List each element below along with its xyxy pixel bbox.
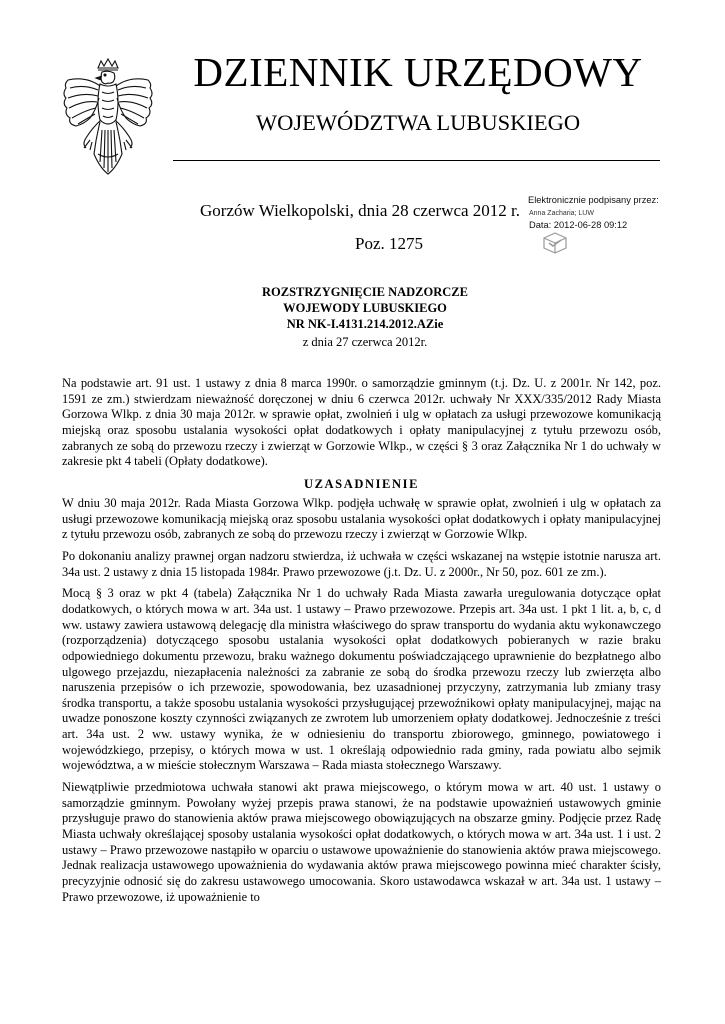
document-title bbox=[180, 284, 550, 332]
body-paragraph: Mocą § 3 oraz w pkt 4 (tabela) Załącznika Nr 1 do uchwały Rada Miasta zawarła uregulowania dotyczące opłat dodatkowych, o których mowa w art. 34a ust. 1 ustawy – Prawo przewozowe. Przepis art. 34a ust. 1 pkt 1 lit. a, b, c, d ww. ustawy zawiera ustawową delegację dla ministra właściwego do spraw transportu do wydania aktu wykonawczego (rozporządzenia) dotyczącego sposobu ustalania wysokości opłat dodatkowych pobieranych w razie braku odpowiedniego dokumentu przewozu, braku ważnego dokumentu poświadczającego uprawnienie do bezpłatnego albo ulgowego przejazdu, niezapłacenia należności za zabranie ze sobą do środka przewozu rzeczy lub zwierzęta albo naruszenia przepisów o ich przewozie, spowodowania, bez uzasadnionej przyczyny, zatrzymania lub zmiany trasy środka transportu, a także sposobu ustalania wysokości przysługującej przewoźnikowi opłaty manipulacyjnej, mając na uwadze ponoszone koszty czynności związanych ze zwrotem lub umorzeniem opłaty dodatkowej. Jednocześnie z treści art. 34a ust. 2 ww. ustawy wynika, że w odniesieniu do transportu zbiorowego, gminnego, powiatowego i wojewódzkiego, przepisy, o których mowa w ust. 1 określają odpowiednio rada gminy, rada powiatu albo sejmik województwa, a w mieście stołecznym Warszawa – Rada miasta stołecznego Warszawy. bbox=[62, 586, 661, 773]
gazette-title: DZIENNIK URZĘDOWY bbox=[193, 49, 643, 95]
gazette-subtitle: WOJEWÓDZTWA LUBUSKIEGO bbox=[255, 110, 581, 135]
document-title-line: ROZSTRZYGNIĘCIE NADZORCZE bbox=[262, 285, 468, 299]
signature-label: Elektronicznie podpisany przez: bbox=[528, 195, 659, 205]
section-heading: UZASADNIENIE bbox=[303, 476, 420, 491]
document-number: NR NK-I.4131.214.2012.AZie bbox=[286, 317, 444, 331]
body-paragraph: W dniu 30 maja 2012r. Rada Miasta Gorzowa Wlkp. podjęła uchwałę w sprawie opłat, zwolnień i ulg w opłatach za usługi przewozowe komunikacją miejską oraz sposobu ustalania wysokości opłat dodatkowych i opłaty manipulacyjnej z tytułu przewozu osób, zabranych ze sobą do przewozu rzeczy i zwierząt w Gorzowie Wlkp. bbox=[62, 495, 661, 542]
signature-date: Data: 2012-06-28 09:12 bbox=[529, 220, 628, 230]
signature-signer: Anna Zacharia; LUW bbox=[529, 210, 594, 217]
white-eagle-emblem-icon bbox=[58, 58, 158, 180]
document-date: z dnia 27 czerwca 2012r. bbox=[302, 335, 428, 349]
document-title-line: WOJEWODY LUBUSKIEGO bbox=[283, 301, 447, 315]
electronic-signature bbox=[528, 195, 688, 255]
header-divider bbox=[173, 160, 660, 161]
verified-signature-icon bbox=[540, 232, 570, 254]
body-paragraph: Niewątpliwie przedmiotowa uchwała stanowi akt prawa miejscowego, o którym mowa w art. 40 ust. 1 ustawy o samorządzie gminnym. Powołany wyżej przepis prawa stanowi, że na podstawie upoważnień ustawowych gminie przysługuje prawo do stanowienia aktów prawa miejscowego obowiązujących na obszarze gminy. Podjęcie przez Radę Miasta uchwały określającej sposoby ustalania wysokości opłat dodatkowych, o których mowa w art. 34a ust. 1 i ust. 2 ustawy – Prawo przewozowe nastąpiło w oparciu o ustawowe upoważnienie do stanowienia aktów prawa miejscowego. Jednak realizacja ustawowego upoważnienia do wydawania aktów prawa miejscowego powinna mieć charakter ścisły, precyzyjnie odnosić się do zakresu ustawowego umocowania. Skoro ustawodawca wskazał w art. 34a ust. 1 ustawy – Prawo przewozowe, iż upoważnienie to bbox=[62, 780, 661, 904]
place-and-date: Gorzów Wielkopolski, dnia 28 czerwca 2012 r. bbox=[200, 201, 521, 220]
intro-paragraph: Na podstawie art. 91 ust. 1 ustawy z dnia 8 marca 1990r. o samorządzie gminnym (t.j. Dz. U. z 2001r. Nr 142, poz. 1591 ze zm.) stwierdzam nieważność doręczonej w dniu 6 czerwca 2012r. uchwały Nr XXX/335/2012 Rady Miasta Gorzowa Wlkp. z dnia 30 maja 2012r. w sprawie opłat, zwolnień i ulg w opłatach za usługi przewozowe komunikacją miejską oraz sposobu ustalania wysokości opłat dodatkowych i opłaty manipulacyjnej z tytułu przewozu osób, zabranych ze sobą do przewozu rzeczy i zwierząt w Gorzowie Wlkp., w części § 3 oraz Załącznika Nr 1 do uchwały w zakresie pkt 4 tabeli (Opłaty dodatkowe). bbox=[62, 376, 661, 469]
body-paragraph: Po dokonaniu analizy prawnej organ nadzoru stwierdza, iż uchwała w części wskazanej na wstępie istotnie narusza art. 34a ust. 2 ustawy z dnia 15 listopada 1984r. Prawo przewozowe (j.t. Dz. U. z 2000r., Nr 50, poz. 601 ze zm.). bbox=[62, 548, 661, 579]
position-number: Poz. 1275 bbox=[355, 234, 423, 253]
document-body bbox=[62, 376, 661, 911]
